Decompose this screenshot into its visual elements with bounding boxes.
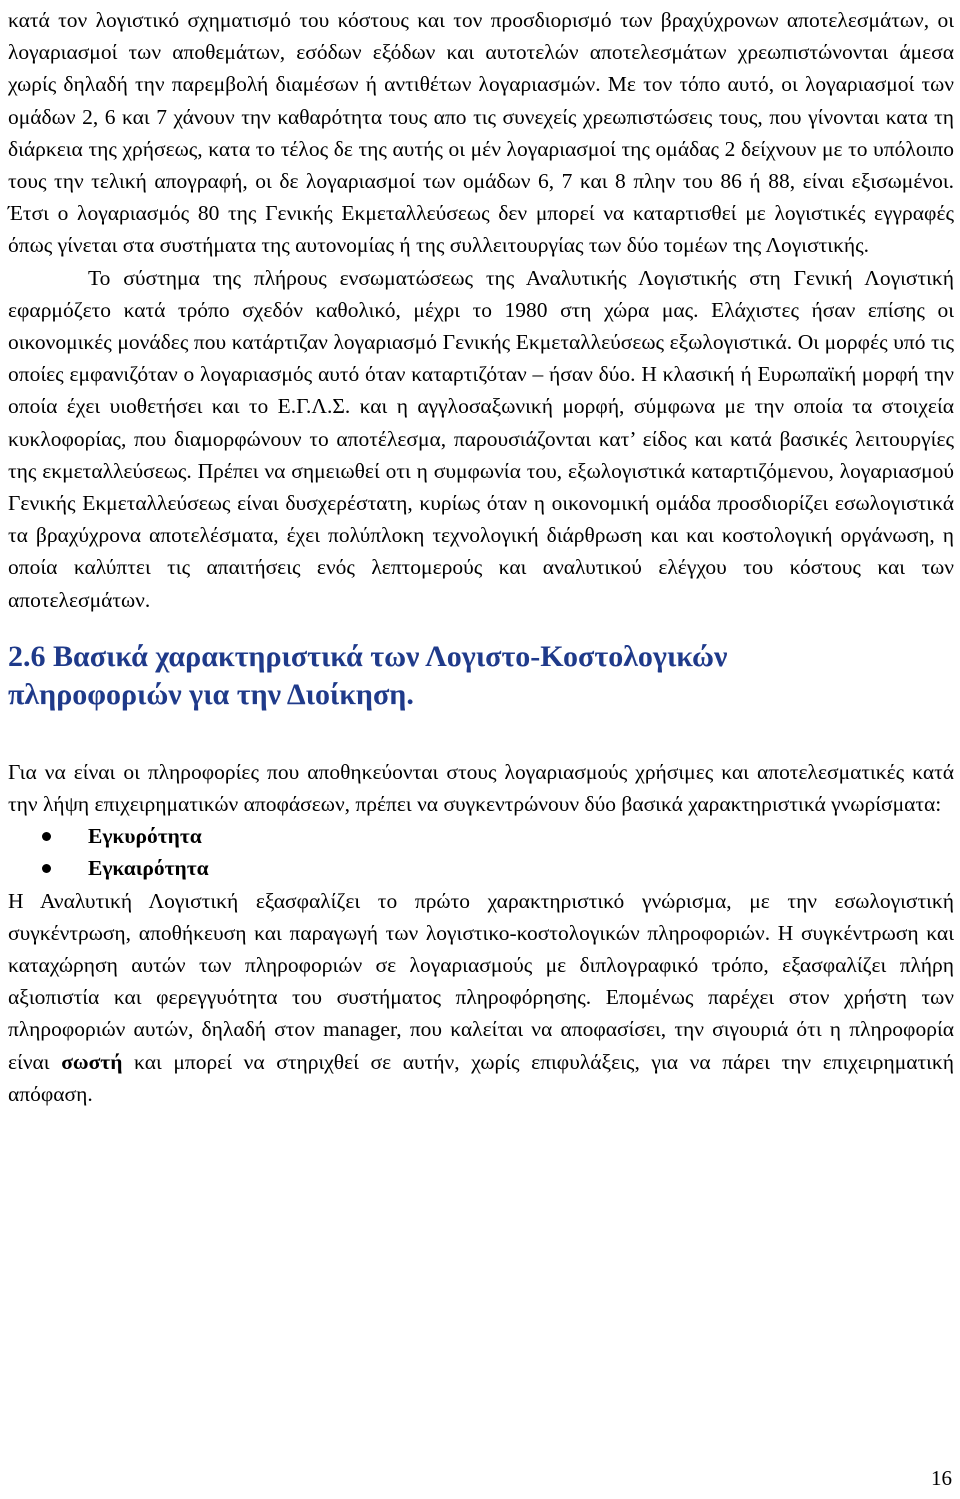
- section-heading-line-1: 2.6 Βασικά χαρακτηριστικά των Λογιστο-Κοστολογικών: [8, 639, 728, 673]
- bullet-label: Εγκυρότητα: [88, 824, 202, 849]
- bullet-dot-icon: [42, 864, 51, 873]
- emphasis-correct: σωστή: [61, 1049, 123, 1074]
- bullet-list: [8, 820, 954, 884]
- paragraph-analytical-accounting: [8, 885, 954, 1110]
- document-page: [8, 4, 954, 1110]
- page-number: 16: [931, 1466, 952, 1490]
- section-heading-line-2: πληροφοριών για την Διοίκηση.: [8, 677, 414, 711]
- paragraph-information-characteristics: Για να είναι οι πληροφορίες που αποθηκεύονται στους λογαριασμούς χρήσιμες και αποτελεσματικές κατά την λήψη επιχειρηματικών αποφάσεων, πρέπει να συγκεντρώνουν δύο βασικά χαρακτηριστικά γνωρίσματα:: [8, 759, 954, 817]
- bullet-item-validity: [8, 820, 954, 852]
- bullet-dot-icon: [42, 832, 51, 841]
- paragraph-text-start: Η Αναλυτική Λογιστική εξασφαλίζει το πρώτο χαρακτηριστικό γνώρισμα, με την εσωλογιστική συγκέντρωση, αποθήκευση και παραγωγή των λογιστικο-κοστολογικών πληροφοριών. Η συγκέντρωση και καταχώρηση αυτών των πληροφοριών σε λογαριασμούς με διπλογραφικό τρόπο, εξασφαλίζει πλήρη αξιοπιστία και φερεγγυότητα του συστήματος πληροφόρησης. Επομένως παρέχει στον χρήστη των πληροφοριών αυτών, δηλαδή στον manager, που καλείται να αποφασίσει, την σιγουριά ότι η πληροφορία είναι: [8, 888, 954, 1074]
- paragraph-accounts-integration: κατά τον λογιστικό σχηματισμό του κόστους και τον προσδιορισμό των βραχύχρονων αποτελεσμάτων, οι λογαριασμοί των αποθεμάτων, εσόδων εξόδων και αυτοτελών αποτελεσμάτων χρεωπιστώνονται άμεσα χωρίς δηλαδή την παρεμβολή διαμέσων ή αντιθέτων λογαριασμών. Με τον τόπο αυτό, οι λογαριασμοί των ομάδων 2, 6 και 7 χάνουν την καθαρότητα τους απο τις συνεχείς χρεωπιστώσεις τους, που γίνονται κατα τη διάρκεια της χρήσεως, κατα το τέλος δε της αυτής οι μέν λογαριασμοί της ομάδας 2 δείχνουν με το υπόλοιπο τους την τελική απογραφή, οι δε λογαριασμοί των ομάδων 6, 7 και 8 πλην του 86 ή 88, είναι εξισωμένοι. Έτσι ο λογαριασμός 80 της Γενικής Εκμεταλλεύσεως δεν μπορεί να καταρτισθεί με λογιστικές εγγραφές όπως γίνεται στα συστήματα της αυτονομίας ή της συλλειτουργίας των δύο τομέων της Λογιστικής.: [8, 8, 954, 258]
- bullet-item-timeliness: [8, 852, 954, 884]
- bullet-label: Εγκαιρότητα: [88, 856, 209, 881]
- paragraph-text-end: και μπορεί να στηριχθεί σε αυτήν, χωρίς επιφυλάξεις, για να πάρει την επιχειρηματική απόφαση.: [8, 1049, 954, 1106]
- section-heading: [8, 638, 954, 714]
- paragraph-full-integration-system: Το σύστημα της πλήρους ενσωματώσεως της Αναλυτικής Λογιστικής στη Γενική Λογιστική εφαρμόζετο κατά τρόπο σχεδόν καθολικό, μέχρι το 1980 στη χώρα μας. Ελάχιστες ήσαν επίσης οι οικονομικές μονάδες που κατάρτιζαν λογαριασμό Γενικής Εκμεταλλεύσεως εξωλογιστικά. Οι μορφές υπό τις οποίες εμφανιζόταν ο λογαριασμός αυτό όταν καταρτιζόταν – ήσαν δύο. Η κλασική ή Ευρωπαϊκή μορφή την οποία έχει υιοθετήσει και το Ε.Γ.Λ.Σ. και η αγγλοσαξωνική μορφή, σύμφωνα με την οποία τα στοιχεία κυκλοφορίας, που διαμορφώνουν το αποτέλεσμα, παρουσιάζονται κατ’ είδος και κατά βασικές λειτουργίες της εκμεταλλεύσεως. Πρέπει να σημειωθεί οτι η συμφωνία του, εξωλογιστικά καταρτιζόμενου, λογαριασμού Γενικής Εκμεταλλεύσεως είναι δυσχερέστατη, κυρίως όταν η οικονομική ομάδα προσδιορίζει εσωλογιστικά τα βραχύχρονα αποτελέσματα, έχει πολύπλοκη τεχνολογική διάρθρωση και και κοστολογική οργάνωση, η οποία καλύπτει τις απαιτήσεις ενός λεπτομερούς και αναλυτικού ελέγχου του κόστους και των αποτελεσμάτων.: [8, 265, 954, 612]
- section-spacer: [8, 714, 954, 756]
